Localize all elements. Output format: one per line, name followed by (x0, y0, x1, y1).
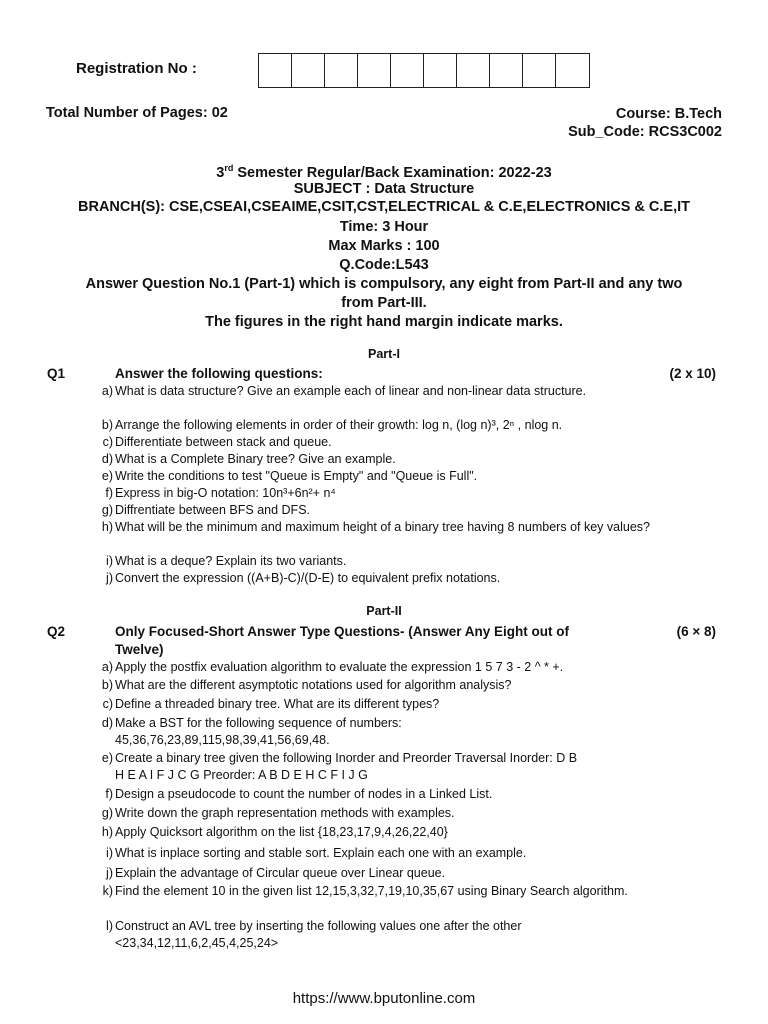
list-item: f) Design a pseudocode to count the number of nodes in a Linked List. (105, 787, 493, 801)
subject-code: Sub_Code: RCS3C002 (568, 124, 722, 140)
q2-number: Q2 (47, 624, 66, 639)
registration-box[interactable] (259, 54, 292, 87)
registration-box[interactable] (556, 54, 589, 87)
course: Course: B.Tech (615, 106, 722, 122)
exam-time: Time: 3 Hour (339, 219, 429, 235)
exam-title: 3rd Semester Regular/Back Examination: 2022-23 (216, 163, 552, 181)
list-item: k) Find the element 10 in the given list 12,15,3,32,7,19,10,35,67 using Binary Search algorithm. (102, 884, 628, 898)
list-item: h) Apply Quicksort algorithm on the list {18,23,17,9,4,26,22,40} (101, 825, 448, 839)
list-item: j) Explain the advantage of Circular queue over Linear queue. (106, 866, 446, 880)
list-item: g) Diffrentiate between BFS and DFS. (101, 503, 311, 517)
list-item: j) Convert the expression ((A+B)-C)/(D-E) to equivalent prefix notations. (106, 571, 501, 585)
list-item: i) What is a deque? Explain its two variants. (106, 554, 347, 568)
q1-heading: Answer the following questions: (115, 366, 323, 381)
registration-number-boxes[interactable] (258, 53, 590, 88)
registration-box[interactable] (424, 54, 457, 87)
q2-heading-line2: Twelve) (115, 642, 164, 657)
list-item: a) Apply the postfix evaluation algorithm to evaluate the expression 1 5 7 3 - 2 ^ * +. (101, 660, 564, 674)
registration-box[interactable] (358, 54, 391, 87)
list-item: c) Define a threaded binary tree. What are its different types? (102, 697, 440, 711)
registration-box[interactable] (523, 54, 556, 87)
footer-url[interactable]: https://www.bputonline.com (292, 990, 476, 1007)
part1-title: Part-I (368, 347, 400, 361)
registration-box[interactable] (325, 54, 358, 87)
q1-number: Q1 (47, 366, 66, 381)
list-item: c) Differentiate between stack and queue. (102, 435, 332, 449)
instruction-line2: from Part-III. (341, 295, 427, 311)
registration-label: Registration No : (76, 60, 197, 77)
subject: SUBJECT : Data Structure (293, 181, 475, 197)
list-item: b) What are the different asymptotic notations used for algorithm analysis? (101, 678, 512, 692)
question-code: Q.Code:L543 (339, 257, 429, 273)
figures-note: The figures in the right hand margin indicate marks. (205, 314, 563, 330)
part2-title: Part-II (366, 604, 402, 618)
q1-marks: (2 x 10) (669, 366, 716, 381)
branches: BRANCH(S): CSE,CSEAI,CSEAIME,CSIT,CST,ELECTRICAL & C.E,ELECTRONICS & C.E,IT (78, 199, 690, 215)
registration-box[interactable] (457, 54, 490, 87)
total-pages: Total Number of Pages: 02 (46, 105, 228, 121)
list-item: e) Create a binary tree given the following Inorder and Preorder Traversal Inorder: D B H E A I F J C G Preorder: A B D E H C F I J G (101, 751, 578, 782)
registration-box[interactable] (292, 54, 325, 87)
list-item: d) Make a BST for the following sequence of numbers: 45,36,76,23,89,115,98,39,41,56,69,48. (101, 716, 402, 747)
q2-heading-line1: Only Focused-Short Answer Type Questions- (Answer Any Eight out of (115, 624, 570, 639)
registration-box[interactable] (490, 54, 523, 87)
list-item: e) Write the conditions to test "Queue is Empty" and "Queue is Full". (101, 469, 478, 483)
list-item: b) Arrange the following elements in order of their growth: log n, (log n)³, 2ⁿ , nlog n. (101, 418, 563, 432)
instruction-line1: Answer Question No.1 (Part-1) which is compulsory, any eight from Part-II and any two (85, 276, 683, 292)
list-item: h) What will be the minimum and maximum height of a binary tree having 8 numbers of key values? (101, 520, 650, 534)
list-item: g) Write down the graph representation methods with examples. (101, 806, 455, 820)
registration-box[interactable] (391, 54, 424, 87)
list-item: f) Express in big-O notation: 10n³+6n²+ n⁴ (105, 486, 336, 500)
max-marks: Max Marks : 100 (328, 238, 440, 254)
list-item: a) What is data structure? Give an example each of linear and non-linear data structure. (101, 384, 587, 398)
list-item: i) What is inplace sorting and stable sort. Explain each one with an example. (106, 846, 527, 860)
list-item: d) What is a Complete Binary tree? Give an example. (101, 452, 396, 466)
list-item: l) Construct an AVL tree by inserting the following values one after the other <23,34,12,11,6,2,45,4,25,24> (106, 919, 522, 950)
q2-marks: (6 × 8) (676, 624, 716, 639)
